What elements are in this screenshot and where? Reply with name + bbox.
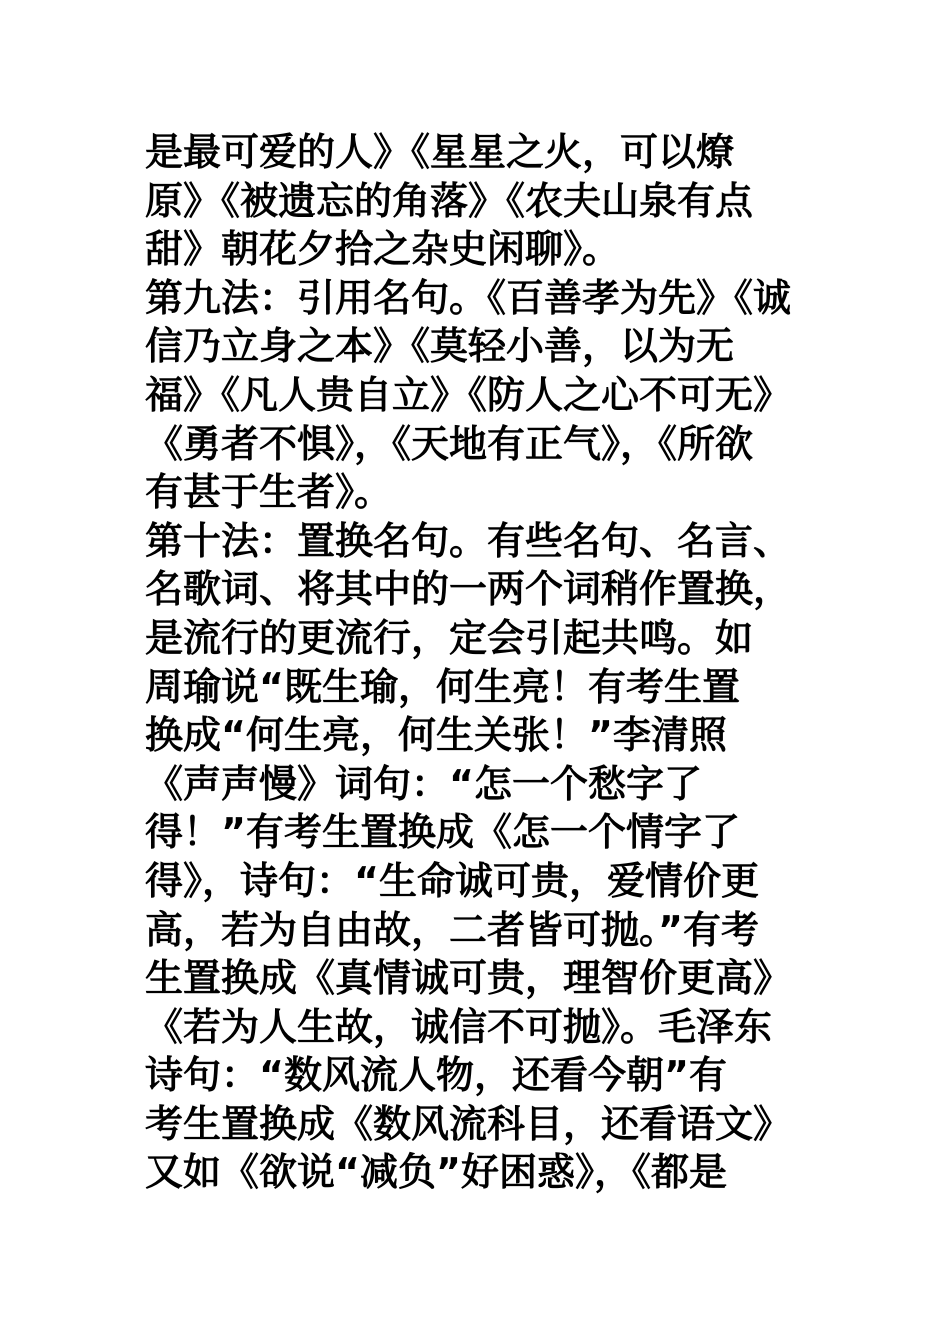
text-line-2: 原》《被遗忘的角落》《农夫山泉有点 <box>145 178 754 223</box>
text-line-8: 有甚于生者》。 <box>145 470 393 515</box>
text-line-13: 换成“何生亮，何生关张！”李清照 <box>145 713 727 758</box>
text-line-5: 信乃立身之本》《莫轻小善，以为无 <box>145 324 735 369</box>
text-line-10: 名歌词、将其中的一两个词稍作置换， <box>145 567 792 612</box>
text-line-3: 甜》朝花夕拾之杂史闲聊》。 <box>145 227 621 272</box>
text-line-4: 第九法：引用名句。《百善孝为先》《诚 <box>145 275 792 320</box>
text-line-1: 是最可爱的人》《星星之火，可以燎 <box>145 130 735 174</box>
text-line-11: 是流行的更流行，定会引起共鸣。如 <box>145 615 754 660</box>
text-line-20: 诗句：“数风流人物，还看今朝”有 <box>145 1053 727 1098</box>
text-line-22: 又如《欲说“减负”好困惑》，《都是 <box>145 1150 727 1195</box>
text-line-19: 《若为人生故，诚信不可抛》。毛泽东 <box>145 1004 773 1049</box>
text-line-16: 得》，诗句：“生命诚可贵，爱情价更 <box>145 858 759 903</box>
text-line-6: 福》《凡人贵自立》《防人之心不可无》 <box>145 372 792 417</box>
text-line-21: 考生置换成《数风流科目，还看语文》 <box>145 1101 792 1146</box>
text-line-12: 周瑜说“既生瑜，何生亮！有考生置 <box>145 664 740 709</box>
text-line-15: 得！”有考生置换成《怎一个情字了 <box>145 810 740 855</box>
text-line-17: 高，若为自由故，二者皆可抛。”有考 <box>145 907 759 952</box>
text-line-14: 《声声慢》词句：“怎一个愁字了 <box>145 761 702 806</box>
text-line-7: 《勇者不惧》，《天地有正气》，《所欲 <box>145 421 754 466</box>
text-line-9: 第十法：置换名句。有些名句、名言、 <box>145 518 792 563</box>
body-text <box>145 128 825 1197</box>
text-line-18: 生置换成《真情诚可贵，理智价更高》 <box>145 956 792 1001</box>
